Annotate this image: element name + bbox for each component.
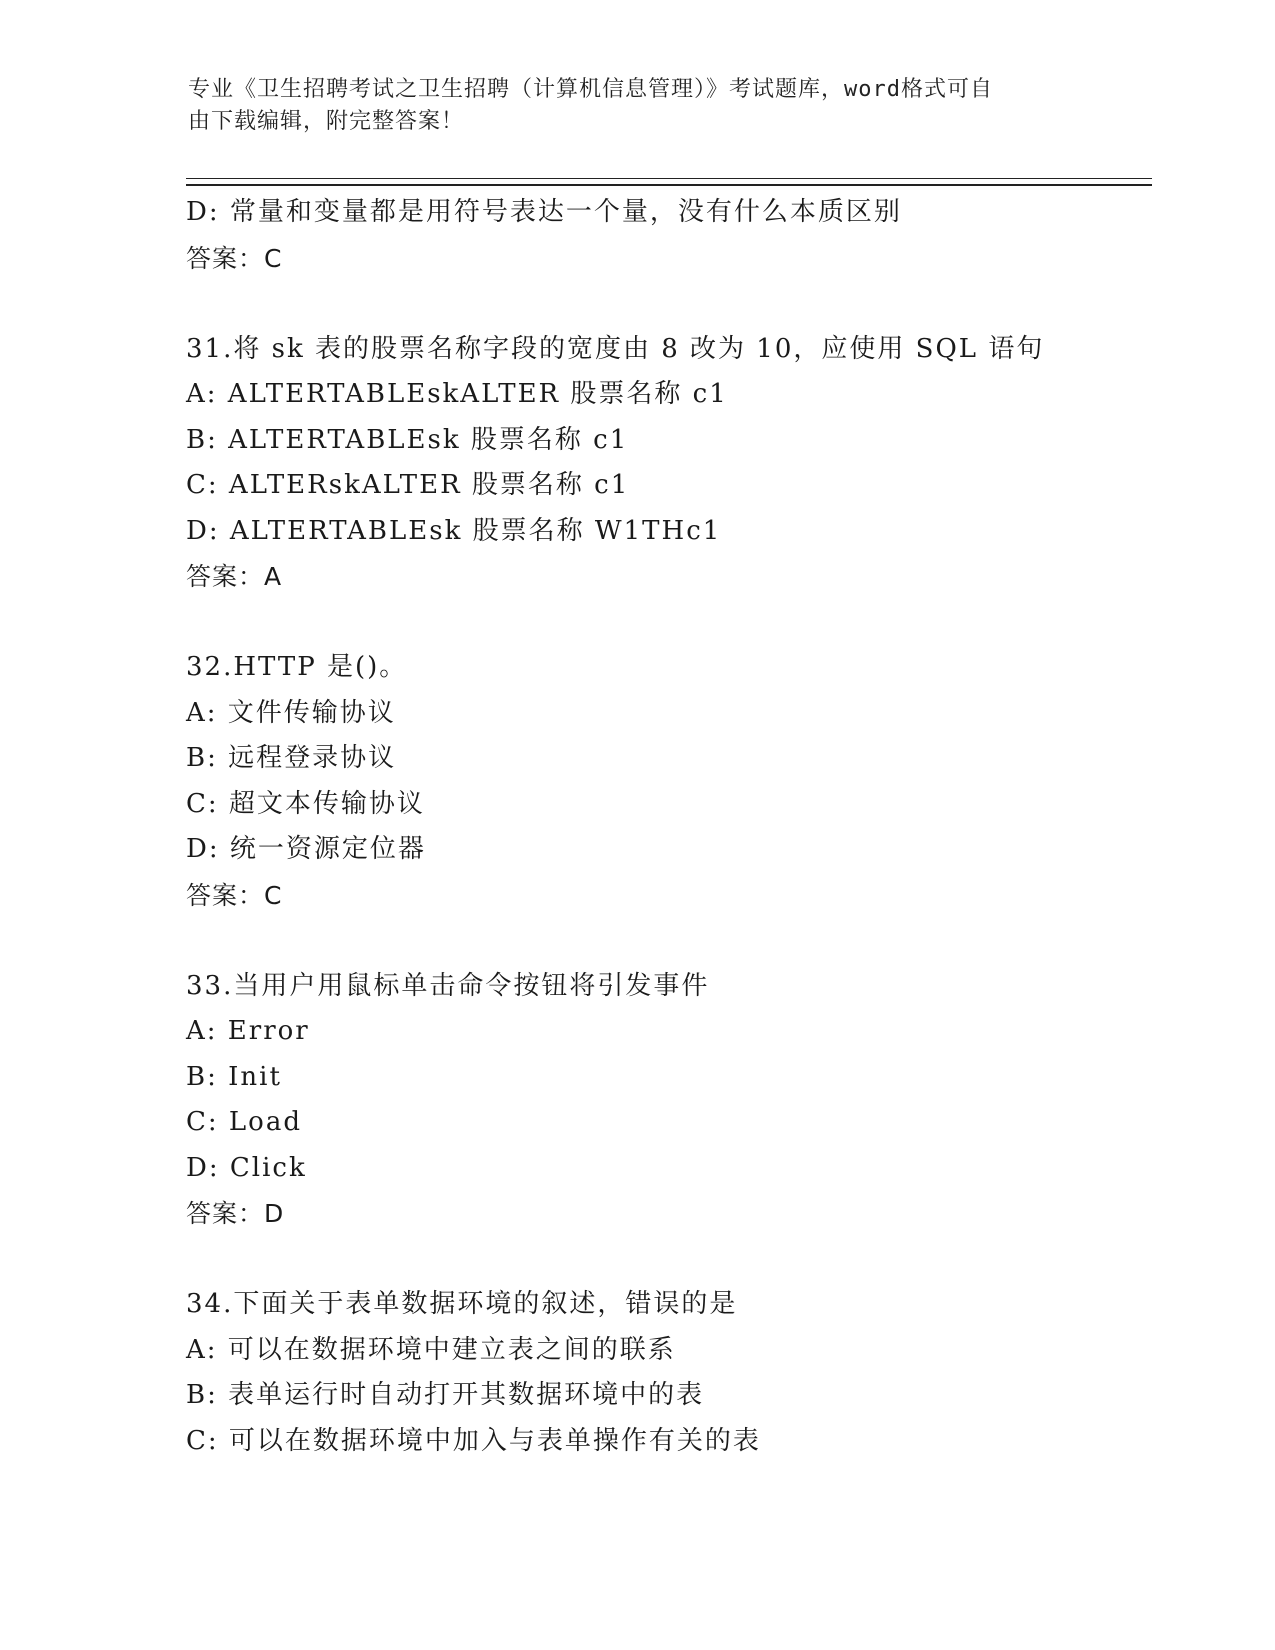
option-d: D: Click xyxy=(186,1152,307,1183)
question-32 xyxy=(186,645,1146,918)
prev-answer: 答案：C xyxy=(186,243,283,273)
header-line-1: 专业《卫生招聘考试之卫生招聘（计算机信息管理）》考试题库，word格式可自 xyxy=(188,77,993,102)
option-c: C: 超文本传输协议 xyxy=(186,788,425,819)
question-33 xyxy=(186,964,1146,1237)
question-34 xyxy=(186,1282,1146,1464)
answer: 答案：A xyxy=(186,562,283,591)
option-b: B: Init xyxy=(186,1061,282,1092)
spacer xyxy=(186,600,1146,646)
option-c: C: 可以在数据环境中加入与表单操作有关的表 xyxy=(186,1425,761,1456)
option-c: C: ALTERskALTER 股票名称 c1 xyxy=(186,470,630,500)
spacer xyxy=(186,1237,1146,1283)
question-stem: 32.HTTP 是()。 xyxy=(186,652,408,682)
option-a: A: 可以在数据环境中建立表之间的联系 xyxy=(186,1334,676,1365)
option-a: A: Error xyxy=(186,1016,310,1046)
option-b: B: 远程登录协议 xyxy=(186,743,397,773)
option-b: B: 表单运行时自动打开其数据环境中的表 xyxy=(186,1380,705,1410)
header-line-2: 由下载编辑，附完整答案！ xyxy=(188,109,465,134)
option-d: D: 统一资源定位器 xyxy=(186,834,426,864)
answer: 答案：C xyxy=(186,880,283,910)
question-31 xyxy=(186,327,1146,600)
spacer xyxy=(186,918,1146,964)
header-divider xyxy=(186,178,1152,186)
option-b: B: ALTERTABLEsk 股票名称 c1 xyxy=(186,424,629,455)
question-stem: 34.下面关于表单数据环境的叙述，错误的是 xyxy=(186,1289,738,1319)
question-stem: 33.当用户用鼠标单击命令按钮将引发事件 xyxy=(186,970,710,1001)
spacer xyxy=(186,281,1146,327)
answer: 答案：D xyxy=(186,1199,285,1228)
question-stem: 31.将 sk 表的股票名称字段的宽度由 8 改为 10，应使用 SQL 语句 xyxy=(186,333,1045,364)
prev-option-d: D: 常量和变量都是用符号表达一个量，没有什么本质区别 xyxy=(186,197,902,227)
option-a: A: 文件传输协议 xyxy=(186,697,396,728)
option-c: C: Load xyxy=(186,1107,302,1137)
document-header xyxy=(188,74,1088,138)
option-a: A: ALTERTABLEskALTER 股票名称 c1 xyxy=(186,379,728,409)
option-d: D: ALTERTABLEsk 股票名称 W1THc1 xyxy=(186,515,722,546)
question-list xyxy=(186,190,1146,1464)
